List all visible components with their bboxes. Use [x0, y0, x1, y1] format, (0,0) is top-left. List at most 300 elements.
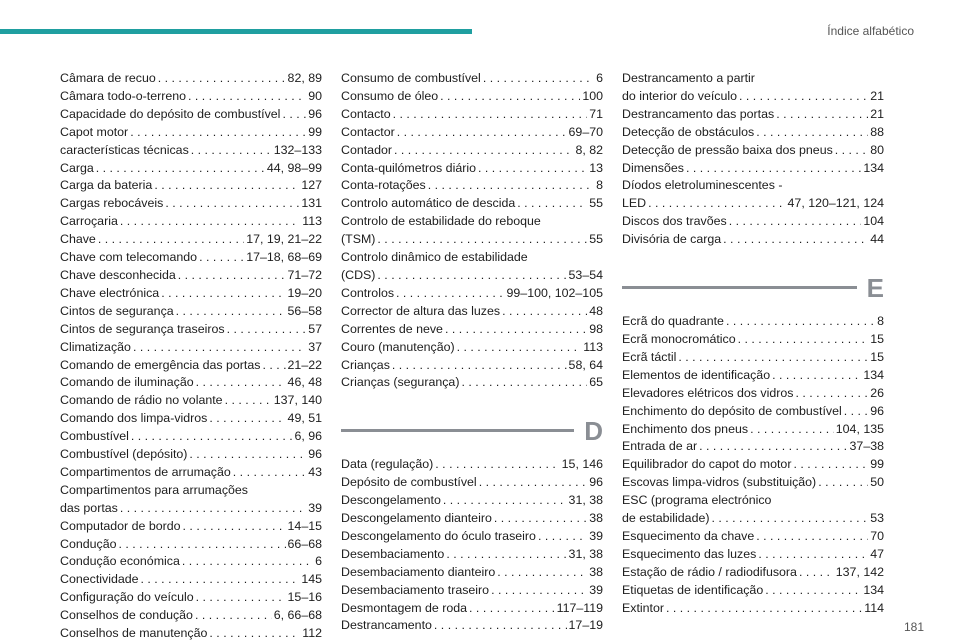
index-entry	[622, 403, 884, 421]
index-entry-pages: 15	[870, 331, 884, 346]
index-entry-term: Elevadores elétricos dos vidros	[622, 385, 794, 400]
index-entry-term: Elementos de identificação	[622, 367, 771, 382]
index-entry	[622, 510, 884, 528]
index-entry-pages: 137, 142	[835, 564, 884, 579]
index-entry	[622, 421, 884, 439]
index-entry	[341, 564, 603, 582]
dot-leader	[723, 231, 868, 249]
index-entry-pages: 44, 98–99	[266, 160, 322, 175]
index-entry	[622, 528, 884, 546]
index-entry-term: Contacto	[341, 106, 391, 121]
index-entry-term: do interior do veículo	[622, 88, 738, 103]
index-entry-pages: 114	[864, 600, 884, 615]
index-entry	[341, 617, 603, 635]
dot-leader	[739, 88, 868, 106]
section-header	[622, 255, 884, 304]
index-entry-pages: 104, 135	[835, 421, 884, 436]
dot-leader	[262, 357, 285, 375]
index-entry-term: Conselhos de manutenção	[60, 626, 208, 641]
index-entry-pages: 96	[870, 403, 884, 418]
index-entry-pages: 132–133	[273, 142, 322, 157]
index-entry-pages: 71–72	[287, 267, 322, 282]
index-entry-pages: 134	[863, 367, 884, 382]
index-entry-pages: 8	[877, 314, 884, 329]
dot-leader	[209, 625, 300, 643]
index-entry-pages: 21	[870, 88, 884, 103]
index-entry	[622, 600, 884, 618]
index-entry-term: (CDS)	[341, 267, 376, 282]
dot-leader	[440, 88, 580, 106]
index-entry-term: Conectividade	[60, 572, 139, 587]
section-letter: D	[584, 416, 603, 447]
index-entry-pages: 100	[582, 88, 603, 103]
dot-leader	[538, 528, 587, 546]
index-entry-term: Desembaciamento	[341, 546, 445, 561]
index-entry-term: Câmara de recuo	[60, 71, 156, 85]
index-entry-term: Desembaciamento traseiro	[341, 582, 490, 597]
index-entry-pages: 44	[870, 232, 884, 247]
index-entry-term: de estabilidade)	[622, 511, 710, 526]
index-entry-term: Dimensões	[622, 160, 684, 175]
dot-leader	[131, 428, 293, 446]
index-entry	[341, 267, 603, 285]
dot-leader	[233, 464, 306, 482]
index-entry-pages: 134	[863, 160, 884, 175]
index-entry-term: Climatização	[60, 339, 131, 354]
index-entry-term: Cintos de segurança	[60, 303, 174, 318]
index-entry-term: Data (regulação)	[341, 457, 434, 472]
index-entry-term: Detecção de obstáculos	[622, 124, 755, 139]
dot-leader	[225, 392, 272, 410]
dot-leader	[750, 421, 834, 439]
index-entry-term: Descongelamento dianteiro	[341, 511, 492, 526]
index-entry-term: Escovas limpa-vidros (substituição)	[622, 475, 817, 490]
index-entry-term: Descongelamento do óculo traseiro	[341, 528, 536, 543]
index-entry	[341, 357, 603, 375]
index-entry	[60, 571, 322, 589]
index-entry	[60, 321, 322, 339]
index-entry-term: Comando dos limpa-vidros	[60, 411, 208, 426]
index-entry-term: Etiquetas de identificação	[622, 582, 764, 597]
index-entry-pages: 96	[308, 447, 322, 462]
index-entry	[60, 392, 322, 410]
index-entry-term: Desembaciamento dianteiro	[341, 564, 496, 579]
index-entry	[341, 600, 603, 618]
dot-leader	[494, 510, 587, 528]
section-letter: E	[866, 273, 884, 304]
dot-leader	[96, 160, 265, 178]
index-entry-pages: 69–70	[568, 124, 603, 139]
index-entry	[60, 464, 322, 482]
index-entry	[60, 553, 322, 571]
index-entry-term: das portas	[60, 500, 118, 515]
dot-leader	[699, 438, 847, 456]
index-entry-term: Destrancamento	[341, 618, 432, 633]
index-entry	[60, 518, 322, 536]
dot-leader	[758, 546, 868, 564]
index-entry-pages: 17–18, 68–69	[246, 250, 322, 265]
index-entry	[60, 195, 322, 213]
dot-leader	[154, 177, 299, 195]
index-entry	[341, 374, 603, 392]
index-entry	[341, 70, 603, 88]
index-entry-continued: ESC (programa electrónico	[622, 493, 772, 508]
dot-leader	[196, 589, 286, 607]
dot-leader	[161, 285, 285, 303]
index-entry-term: Combustível	[60, 429, 129, 444]
index-entry-pages: 38	[589, 511, 603, 526]
index-entry	[60, 446, 322, 464]
index-entry	[622, 231, 884, 249]
index-entry	[60, 267, 322, 285]
index-entry-term: Consumo de óleo	[341, 88, 439, 103]
index-entry-term: Condução económica	[60, 554, 180, 569]
index-entry	[60, 500, 322, 518]
index-entry	[622, 564, 884, 582]
index-entry-term: Enchimento dos pneus	[622, 421, 749, 436]
index-entry	[622, 195, 884, 213]
dot-leader	[209, 410, 285, 428]
index-entry-term: Destrancamento das portas	[622, 106, 775, 121]
index-entry	[341, 303, 603, 321]
dot-leader	[130, 124, 306, 142]
index-entry-term: (TSM)	[341, 232, 376, 247]
dot-leader	[119, 536, 286, 554]
index-entry	[60, 231, 322, 249]
index-entry-term: Comando de iluminação	[60, 375, 194, 390]
dot-leader	[182, 553, 313, 571]
index-entry-pages: 17, 19, 21–22	[246, 232, 322, 247]
dot-leader	[443, 492, 567, 510]
index-entry	[60, 339, 322, 357]
index-entry-pages: 38	[589, 564, 603, 579]
dot-leader	[502, 303, 587, 321]
index-entry	[622, 124, 884, 142]
index-entry	[341, 195, 603, 213]
dot-leader	[678, 349, 868, 367]
index-entry	[622, 331, 884, 349]
index-entry	[60, 249, 322, 267]
index-entry-pages: 19–20	[287, 285, 322, 300]
index-entry	[60, 285, 322, 303]
index-entry	[341, 456, 603, 474]
dot-leader	[799, 564, 834, 582]
dot-leader	[188, 88, 306, 106]
index-entry-pages: 17–19	[568, 618, 603, 633]
index-entry-term: Desmontagem de roda	[341, 600, 468, 615]
dot-leader	[428, 177, 594, 195]
dot-leader	[141, 571, 300, 589]
index-entry-term: Comando de emergência das portas	[60, 357, 261, 372]
index-entry-term: Cintos de segurança traseiros	[60, 321, 225, 336]
index-entry-pages: 14–15	[287, 518, 322, 533]
dot-leader	[726, 313, 875, 331]
index-entry-term: Corrector de altura das luzes	[341, 303, 501, 318]
index-entry-continued: Destrancamento a partir	[622, 71, 755, 85]
dot-leader	[445, 321, 587, 339]
index-entry-pages: 43	[308, 464, 322, 479]
index-entry-pages: 96	[308, 106, 322, 121]
dot-leader	[393, 106, 588, 124]
section-rule	[341, 429, 574, 432]
dot-leader	[183, 518, 286, 536]
index-entry-term: Crianças (segurança)	[341, 375, 460, 390]
index-entry-pages: 46, 48	[287, 375, 322, 390]
index-entry	[341, 321, 603, 339]
index-entry-pages: 112	[302, 626, 322, 641]
header-accent-bar	[0, 29, 472, 34]
index-entry-pages: 8, 82	[575, 142, 603, 157]
index-entry	[60, 589, 322, 607]
index-entry-pages: 39	[589, 528, 603, 543]
index-entry-term: Configuração do veículo	[60, 590, 194, 605]
index-entry-pages: 99	[870, 457, 884, 472]
dot-leader	[835, 142, 868, 160]
dot-leader	[120, 213, 300, 231]
index-entry-pages: 39	[308, 500, 322, 515]
index-entry-pages: 6	[596, 71, 603, 85]
index-entry	[60, 142, 322, 160]
index-entry	[341, 510, 603, 528]
index-entry	[60, 70, 322, 88]
index-entry-pages: 66–68	[287, 536, 322, 551]
dot-leader	[517, 195, 587, 213]
index-entry-pages: 88	[870, 124, 884, 139]
index-entry-term: Combustível (depósito)	[60, 447, 188, 462]
section-header	[341, 398, 603, 447]
dot-leader	[199, 249, 244, 267]
index-entry-term: Compartimentos de arrumação	[60, 464, 231, 479]
dot-leader	[478, 160, 587, 178]
index-entry	[622, 88, 884, 106]
dot-leader	[491, 582, 587, 600]
index-entry-pages: 53–54	[568, 267, 603, 282]
index-entry-pages: 137, 140	[273, 393, 322, 408]
index-entry	[60, 106, 322, 124]
dot-leader	[133, 339, 306, 357]
index-entry-pages: 82, 89	[287, 71, 322, 85]
index-entry-term: Condução	[60, 536, 117, 551]
dot-leader	[844, 403, 868, 421]
dot-leader	[396, 285, 504, 303]
page-header-title: Índice alfabético	[827, 24, 914, 38]
index-entry-term: Esquecimento das luzes	[622, 546, 757, 561]
index-entry-term: Correntes de neve	[341, 321, 443, 336]
index-column-2	[341, 70, 603, 635]
dot-leader	[729, 213, 862, 231]
index-column-3	[622, 70, 884, 617]
index-entry-term: Conselhos de condução	[60, 608, 193, 623]
index-entry-pages: 90	[308, 88, 322, 103]
index-entry-term: Capot motor	[60, 124, 129, 139]
index-entry-term: Controlo automático de descida	[341, 196, 516, 211]
index-entry	[622, 313, 884, 331]
index-entry	[622, 160, 884, 178]
dot-leader	[738, 331, 869, 349]
index-entry-pages: 13	[589, 160, 603, 175]
index-entry-pages: 104	[863, 214, 884, 229]
index-entry-continued: Controlo dinâmico de estabilidade	[341, 250, 528, 265]
index-entry	[60, 124, 322, 142]
index-entry-pages: 117–119	[556, 600, 603, 615]
index-entry-pages: 65	[589, 375, 603, 390]
index-entry	[60, 428, 322, 446]
index-entry-term: Couro (manutenção)	[341, 339, 455, 354]
index-entry-pages: 26	[870, 385, 884, 400]
index-entry-term: Entrada de ar	[622, 439, 698, 454]
index-entry	[341, 177, 603, 195]
index-entry	[60, 410, 322, 428]
index-entry	[341, 582, 603, 600]
index-entry-term: Contactor	[341, 124, 395, 139]
index-entry	[622, 456, 884, 474]
index-entry-continued: Controlo de estabilidade do reboque	[341, 214, 541, 229]
index-entry-term: Depósito de combustível	[341, 475, 477, 490]
index-entry-pages: 53	[870, 511, 884, 526]
index-entry-pages: 56–58	[287, 303, 322, 318]
index-entry-pages: 145	[301, 572, 322, 587]
index-entry-term: Ecrã monocromático	[622, 331, 736, 346]
dot-leader	[765, 582, 861, 600]
index-entry-pages: 39	[589, 582, 603, 597]
index-entry-pages: 31, 38	[568, 546, 603, 561]
index-entry-term: Chave electrónica	[60, 285, 160, 300]
index-entry	[341, 339, 603, 357]
index-entry-term: Enchimento do depósito de combustível	[622, 403, 842, 418]
dot-leader	[686, 160, 861, 178]
dot-leader	[483, 70, 594, 88]
index-entry	[341, 492, 603, 510]
index-entry-term: Crianças	[341, 357, 390, 372]
dot-leader	[189, 446, 306, 464]
dot-leader	[457, 339, 582, 357]
index-entry	[60, 160, 322, 178]
index-entry-pages: 21–22	[287, 357, 322, 372]
dot-leader	[666, 600, 862, 618]
index-entry-term: Consumo de combustível	[341, 71, 481, 85]
index-entry	[622, 367, 884, 385]
index-entry-term: Chave com telecomando	[60, 250, 198, 265]
index-entry-pages: 15	[870, 349, 884, 364]
index-entry-term: Estação de rádio / radiodifusora	[622, 564, 797, 579]
index-entry	[341, 88, 603, 106]
index-entry	[622, 438, 884, 456]
dot-leader	[796, 385, 869, 403]
dot-leader	[712, 510, 869, 528]
index-entry-pages: 99–100, 102–105	[506, 285, 603, 300]
dot-leader	[756, 124, 868, 142]
index-entry	[622, 142, 884, 160]
dot-leader	[165, 195, 299, 213]
index-entry-pages: 47, 120–121, 124	[787, 196, 884, 211]
index-entry-pages: 131	[301, 196, 322, 211]
index-entry	[341, 285, 603, 303]
index-entry	[341, 142, 603, 160]
index-entry	[341, 231, 603, 249]
index-entry-pages: 113	[302, 214, 322, 229]
index-entry-pages: 99	[308, 124, 322, 139]
index-entry	[60, 607, 322, 625]
index-entry	[341, 546, 603, 564]
dot-leader	[98, 231, 244, 249]
index-entry	[341, 160, 603, 178]
dot-leader	[158, 70, 286, 88]
dot-leader	[793, 456, 868, 474]
section-rule	[622, 286, 857, 289]
dot-leader	[648, 195, 785, 213]
index-entry-term: Detecção de pressão baixa dos pneus	[622, 142, 833, 157]
index-entry-term: Extintor	[622, 600, 665, 615]
dot-leader	[435, 456, 559, 474]
index-entry	[341, 528, 603, 546]
index-entry-pages: 96	[589, 475, 603, 490]
index-entry	[341, 124, 603, 142]
dot-leader	[461, 374, 587, 392]
index-entry-term: Capacidade do depósito de combustível	[60, 106, 281, 121]
index-entry-term: Contador	[341, 142, 392, 157]
dot-leader	[377, 231, 587, 249]
index-entry-pages: 55	[589, 196, 603, 211]
index-entry	[341, 474, 603, 492]
dot-leader	[756, 528, 868, 546]
dot-leader	[195, 607, 272, 625]
index-entry	[60, 625, 322, 643]
index-entry	[622, 385, 884, 403]
page-number: 181	[903, 620, 924, 634]
dot-leader	[818, 474, 868, 492]
index-entry-term: Conta-quilómetros diário	[341, 160, 476, 175]
index-entry-term: Carga	[60, 160, 94, 175]
index-entry-term: Esquecimento da chave	[622, 528, 755, 543]
index-entry-pages: 113	[583, 339, 603, 354]
dot-leader	[434, 617, 567, 635]
index-entry-term: Ecrã táctil	[622, 349, 677, 364]
dot-leader	[196, 374, 286, 392]
index-entry-term: Chave	[60, 232, 96, 247]
index-entry-term: Carroçaria	[60, 214, 118, 229]
dot-leader	[176, 303, 286, 321]
dot-leader	[191, 142, 272, 160]
index-entry-pages: 6, 66–68	[273, 608, 322, 623]
index-entry-pages: 6	[315, 554, 322, 569]
index-entry-pages: 6, 96	[294, 429, 322, 444]
index-entry-pages: 15, 146	[561, 457, 603, 472]
index-entry-term: Conta-rotações	[341, 178, 426, 193]
index-entry-continued: Compartimentos para arrumações	[60, 482, 249, 497]
dot-leader	[178, 267, 286, 285]
index-entry-pages: 21	[870, 106, 884, 121]
index-entry-term: Divisória de carga	[622, 232, 722, 247]
index-entry-term: Câmara todo-o-terreno	[60, 88, 187, 103]
index-entry-term: LED	[622, 196, 647, 211]
index-column-1	[60, 70, 322, 643]
index-entry	[60, 374, 322, 392]
index-entry-term: características técnicas	[60, 142, 189, 157]
index-entry-pages: 15–16	[287, 590, 322, 605]
index-entry	[622, 474, 884, 492]
index-entry-pages: 98	[589, 321, 603, 336]
index-entry-term: Comando de rádio no volante	[60, 393, 223, 408]
index-entry	[60, 177, 322, 195]
dot-leader	[497, 564, 587, 582]
dot-leader	[120, 500, 306, 518]
dot-leader	[776, 106, 868, 124]
index-entry-pages: 37	[308, 339, 322, 354]
index-entry-term: Discos dos travões	[622, 214, 727, 229]
index-entry-term: Carga da bateria	[60, 178, 153, 193]
dot-leader	[394, 142, 573, 160]
index-entry	[341, 106, 603, 124]
